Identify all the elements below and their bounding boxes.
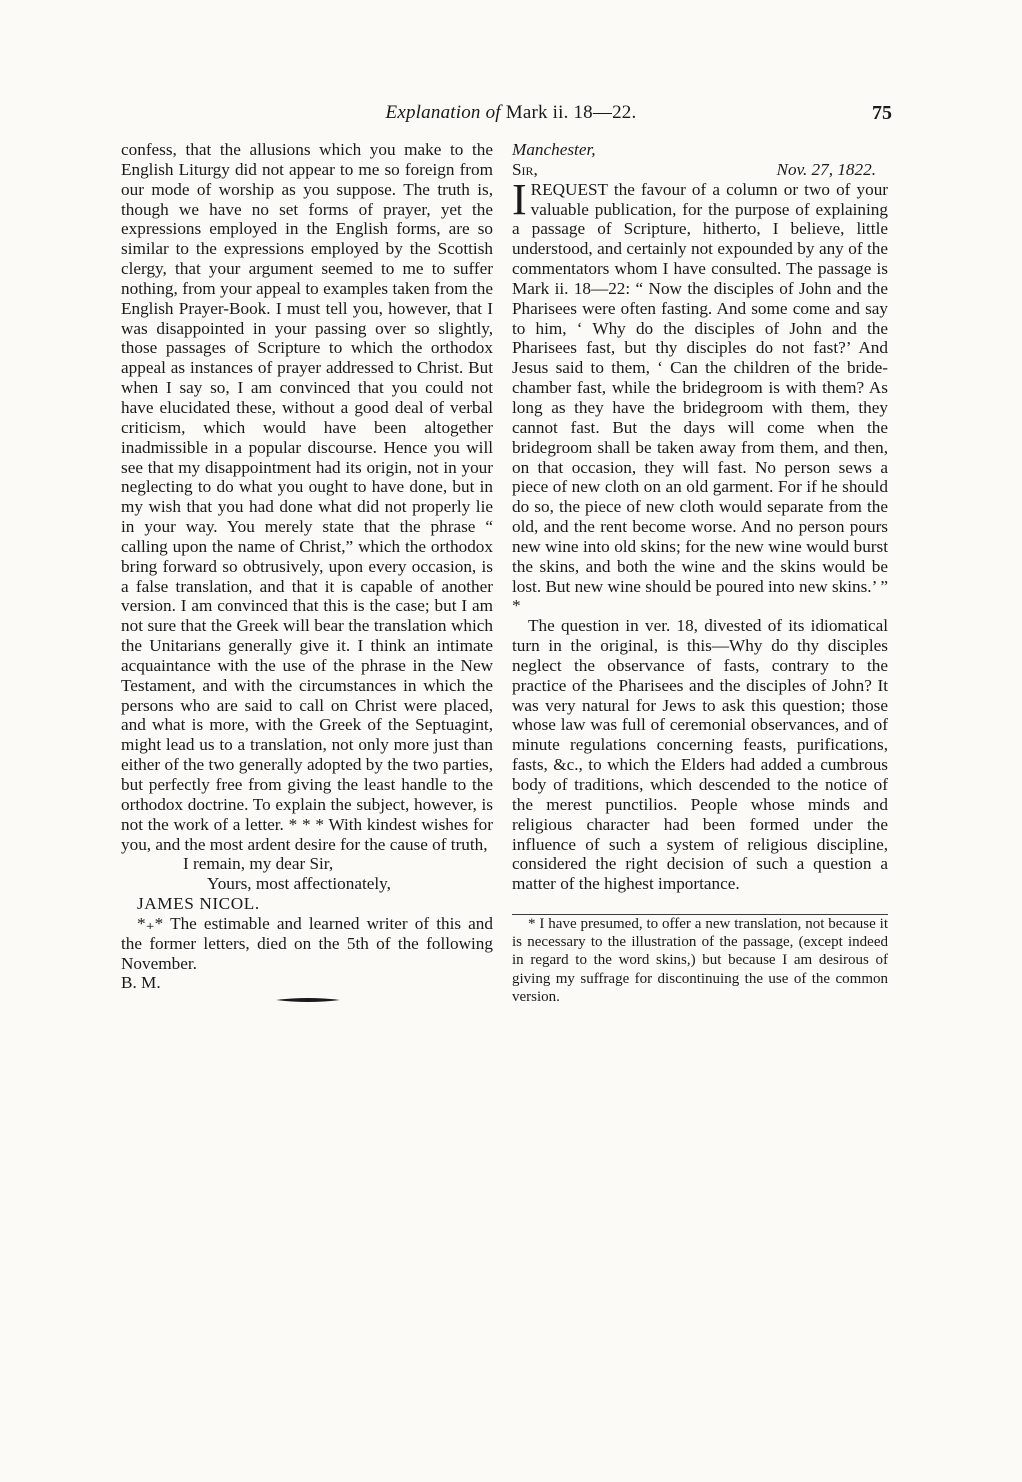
page-number: 75 [872, 102, 892, 124]
drop-cap: I [512, 174, 527, 224]
editor-note: *₊* The estimable and learned writer of this and the former letters, died on the 5th of the following November. [121, 913, 493, 973]
closing-line-2: Yours, most affectionately, [207, 874, 391, 894]
right-column [512, 140, 888, 1006]
decorative-flourish [276, 997, 340, 1003]
editor-initials: B. M. [121, 973, 161, 993]
letter-date: Nov. 27, 1822. [776, 159, 876, 179]
letter-location: Manchester, [512, 140, 596, 159]
running-title-italic: Explanation of [385, 102, 501, 123]
salutation-line [512, 160, 888, 180]
letter-paragraph-1 [512, 174, 889, 617]
left-column [121, 140, 493, 1003]
running-header [0, 102, 1022, 128]
letter-body: confess, that the allusions which you make to the English Liturgy did not appear to me so foreign from our mode of worship as you suppose. The truth is, though we have no set forms of prayer, yet the expressions employed in the English forms, are so similar to the expressions employed by the Scottish clergy, that your argument seemed to me to suffer nothing, from your appeal to examples taken from the English Prayer-Book. I must tell you, however, that I was disappointed in your passing over so slightly, those passages of Scripture to which the orthodox appeal as instances of prayer addressed to Christ. But when I say so, I am convinced that you could not have elucidated these, without a good deal of verbal criticism, which would have been altogether inadmissible in a popular discourse. Hence you will see that my disappointment had its origin, not in your neglecting to do what you ought to have done, but in my wish that you had done what did not properly lie in your way. You merely state that the phrase “ calling upon the name of Christ,” which the orthodox bring forward so obtrusively, upon every occasion, is a false translation, and that it is capable of another version. I am convinced that this is the case; but I am not sure that the Greek will bear the translation which the Unitarians generally give it. I think an intimate acquaintance with the use of the phrase in the New Testament, and with the circumstances in which the persons who are said to call on Christ were placed, and what is more, with the Greek of the Septuagint, might lead us to a translation, not only more just than either of the two generally adopted by the two parties, but perfectly free from giving the least handle to the orthodox doctrine. To explain the subject, however, is not the work of a letter. * * * With kindest wishes for you, and the most ardent desire for the cause of truth, [121, 140, 493, 854]
paragraph-1-text: the favour of a column or two of your valuable publication, for the purpose of explaining a passage of Scripture, hitherto, I believe, little understood, and certainly not expounded by any of the commentators whom I have consulted. The passage is Mark ii. 18—22: “ Now the disciples of John and the Pharisees were often fasting. And some come and say to him, ‘ Why do the disciples of John and the Pharisees fast, but thy disciples do not fast?’ And Jesus said to them, ‘ Can the children of the bride-chamber fast, while the bridegroom is with them? As long as they have the bridegroom with them, they cannot fast. But the days will come when the bridegroom shall be taken away from them, and then, on that occasion, they will fast. No person sews a piece of new cloth on an old garment. For if he should do so, the piece of new cloth would separate from the old, and the rent become worse. And no person pours new wine into old skins; for the new wine would burst the skins, and both the wine and the skins would be lost. But new wine should be poured into new skins.’ ” * [512, 179, 889, 616]
running-title [0, 102, 1022, 124]
running-title-roman: Mark ii. 18—22. [505, 102, 637, 123]
closing-line-1: I remain, my dear Sir, [183, 854, 334, 874]
signature: JAMES NICOL. [137, 894, 260, 914]
lead-words: REQUEST [530, 179, 608, 199]
letter-paragraph-2: The question in ver. 18, divested of its idiomatical turn in the original, is this—Why do thy disciples neglect the observance of fasts, contrary to the practice of the Pharisees and the disciples of John? It was very natural for Jews to ask this question; those whose law was full of ceremonial observances, and of minute regulations concerning feasts, purifications, fasts, &c., to which the Elders had added a cumbrous body of traditions, which descended to the notice of the merest punctilios. People whose minds and religious character had been formed under the influence of such a system of religious discipline, considered the right decision of such a question a matter of the highest importance. [512, 616, 888, 894]
salutation: Sir, [512, 159, 538, 179]
footnote: * I have presumed, to offer a new translation, not because it is necessary to the illustration of the passage, (except indeed in regard to the word skins,) but because I am desirous of giving my suffrage for discontinuing the use of the common version. [512, 916, 888, 1005]
